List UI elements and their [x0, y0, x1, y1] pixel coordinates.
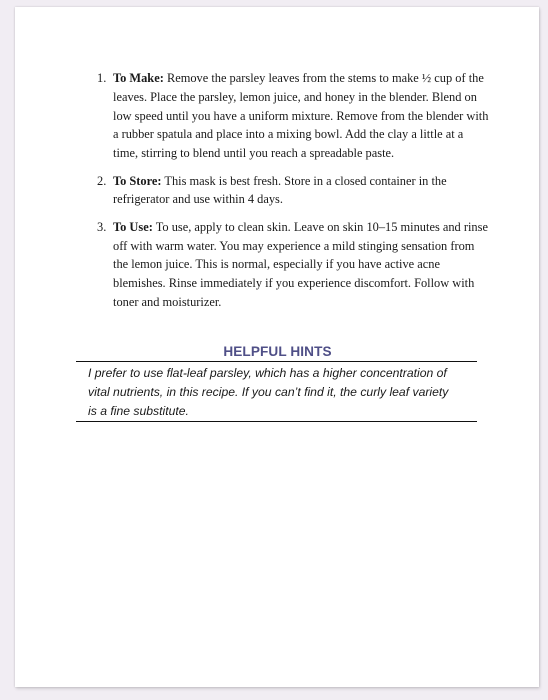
step-text: Remove the parsley leaves from the stems to make ½ cup of the leaves. Place the parsley, lemon juice, and honey in the blender. Blend on low speed until you have a uniform mixture. Remove from the blender with a rubber spatula and place into a mixing bowl. Add the clay a little at a time, stirring to blend until you reach a spreadable paste. [113, 71, 489, 161]
step-term: To Make: [113, 71, 164, 85]
helpful-hints-box [76, 343, 477, 422]
instruction-list [91, 69, 491, 320]
helpful-hints-body: I prefer to use flat-leaf parsley, which has a higher concentration of vital nutrients, in this recipe. If you can’t find it, the curly leaf variety is a fine substitute. [88, 366, 449, 418]
step-text: To use, apply to clean skin. Leave on skin 10–15 minutes and rinse off with warm water. You may experience a mild stinging sensation from the lemon juice. This is normal, especially if you have active acne blemishes. Rinse immediately if you experience discomfort. Follow with toner and moisturizer. [113, 219, 488, 309]
instruction-step-store [91, 172, 491, 210]
step-term: To Use: [113, 219, 153, 234]
step-number: 2. [97, 173, 107, 188]
step-number: 1. [97, 71, 107, 85]
instruction-step-make [91, 69, 491, 163]
hints-bottom-rule [76, 421, 477, 422]
instruction-step-use [91, 218, 491, 312]
document-page [15, 7, 539, 687]
step-number: 3. [97, 219, 107, 234]
step-text: This mask is best fresh. Store in a closed container in the refrigerator and use within 4 days. [113, 173, 447, 207]
step-term: To Store: [113, 173, 162, 188]
helpful-hints-title: HELPFUL HINTS [223, 344, 332, 359]
